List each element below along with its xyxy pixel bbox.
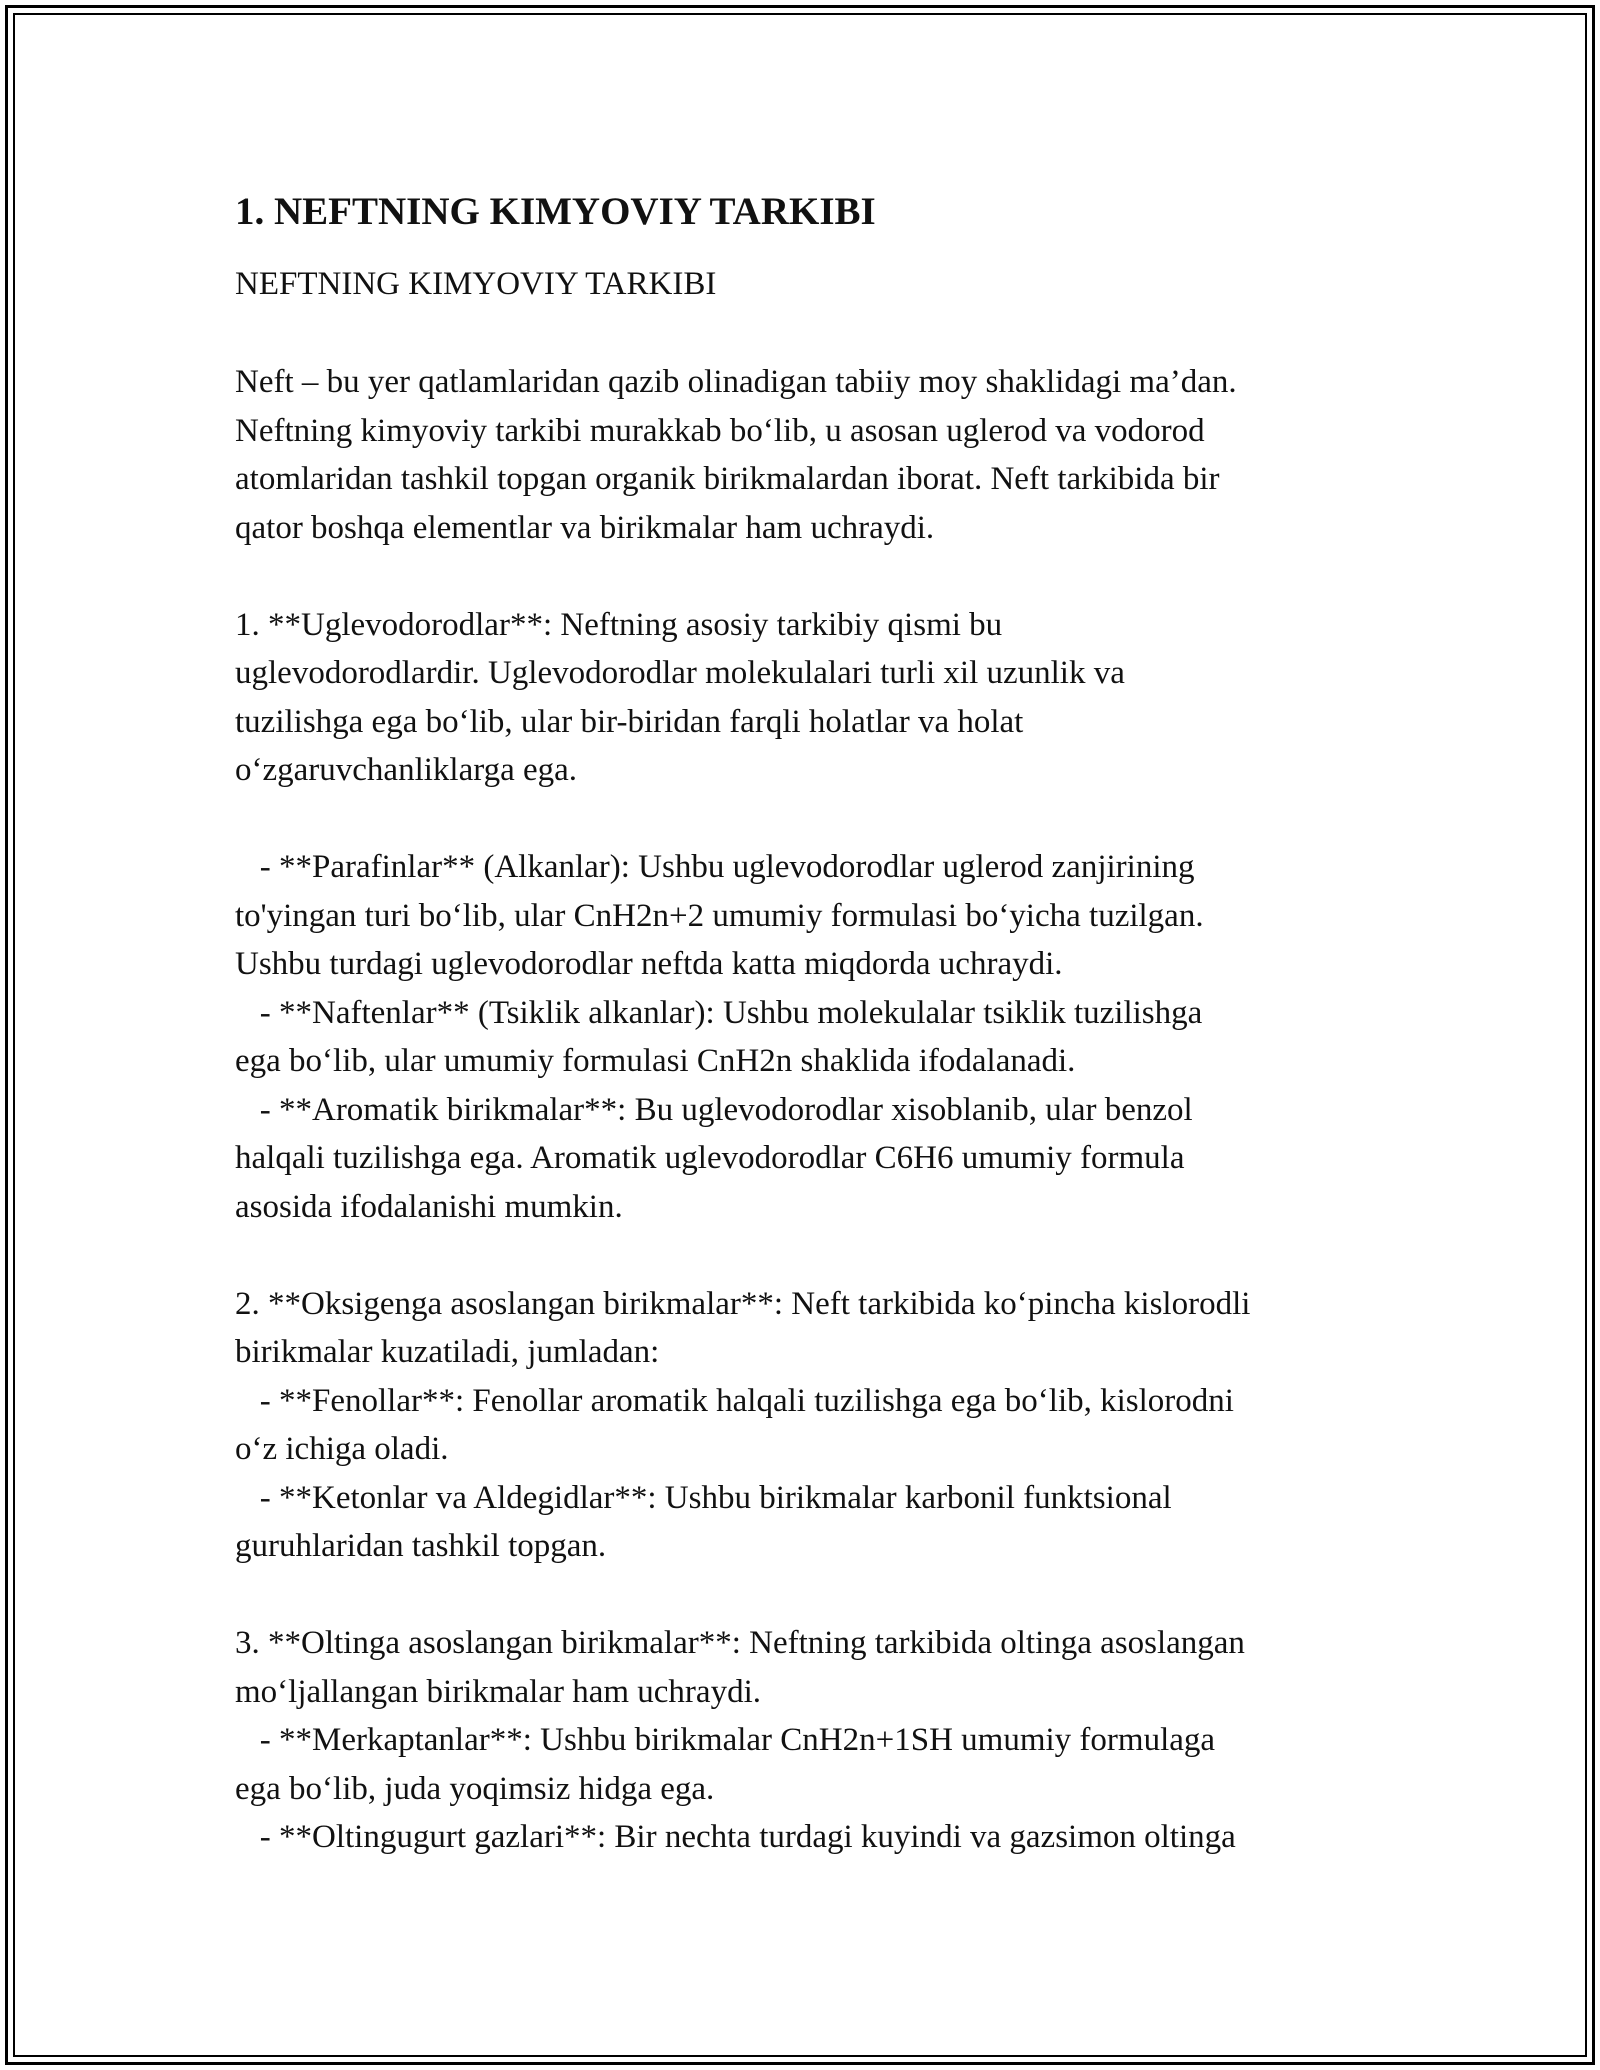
body-line: birikmalar kuzatiladi, jumladan:: [235, 1334, 660, 1370]
blank-line: [235, 552, 1385, 601]
body-line: o‘zgaruvchanliklarga ega.: [235, 752, 578, 788]
document-heading: 1. NEFTNING KIMYOVIY TARKIBI: [235, 190, 876, 233]
body-line: ega bo‘lib, ular umumiy formulasi CnH2n shaklida ifodalanadi.: [235, 1043, 1076, 1079]
blank-line: [235, 1231, 1385, 1280]
body-line: - **Naftenlar** (Tsiklik alkanlar): Ushbu molekulalar tsiklik tuzilishga: [235, 994, 1203, 1031]
body-line: 1. **Uglevodorodlar**: Neftning asosiy tarkibiy qismi bu: [235, 606, 1003, 643]
blank-line: [235, 1571, 1385, 1620]
body-line: Neftning kimyoviy tarkibi murakkab bo‘lib, u asosan uglerod va vodorod: [235, 412, 1205, 449]
blank-line: [235, 795, 1385, 844]
body-line: atomlaridan tashkil topgan organik birikmalardan iborat. Neft tarkibida bir: [235, 461, 1220, 497]
body-line: 2. **Oksigenga asoslangan birikmalar**: Neft tarkibida ko‘pincha kislorodli: [235, 1285, 1251, 1322]
body-line: 3. **Oltinga asoslangan birikmalar**: Neftning tarkibida oltinga asoslangan: [235, 1625, 1245, 1661]
body-line: - **Aromatik birikmalar**: Bu uglevodorodlar xisoblanib, ular benzol: [235, 1091, 1193, 1128]
body-line: to'yingan turi bo‘lib, ular CnH2n+2 umumiy formulasi bo‘yicha tuzilgan.: [235, 897, 1204, 934]
body-line: asosida ifodalanishi mumkin.: [235, 1188, 623, 1225]
body-line: Ushbu turdagi uglevodorodlar neftda katta miqdorda uchraydi.: [235, 946, 1063, 982]
body-line: qator boshqa elementlar va birikmalar ham uchraydi.: [235, 509, 935, 546]
document-subtitle: NEFTNING KIMYOVIY TARKIBI: [235, 266, 717, 302]
body-line: halqali tuzilishga ega. Aromatik uglevodorodlar C6H6 umumiy formula: [235, 1140, 1185, 1176]
body-line: guruhlaridan tashkil topgan.: [235, 1528, 607, 1564]
body-line: - **Oltingugurt gazlari**: Bir nechta turdagi kuyindi va gazsimon oltinga: [235, 1819, 1236, 1855]
body-line: - **Merkaptanlar**: Ushbu birikmalar CnH2n+1SH umumiy formulaga: [235, 1722, 1216, 1758]
body-line: - **Fenollar**: Fenollar aromatik halqali tuzilishga ega bo‘lib, kislorodni: [235, 1382, 1234, 1419]
document-body: [235, 358, 1385, 1862]
document-content: [235, 186, 1385, 1862]
body-line: uglevodorodlardir. Uglevodorodlar molekulalari turli xil uzunlik va: [235, 655, 1125, 691]
body-line: Neft – bu yer qatlamlaridan qazib olinadigan tabiiy moy shaklidagi ma’dan.: [235, 364, 1237, 400]
body-line: - **Ketonlar va Aldegidlar**: Ushbu birikmalar karbonil funktsional: [235, 1479, 1172, 1516]
body-line: - **Parafinlar** (Alkanlar): Ushbu uglevodorodlar uglerod zanjirining: [235, 849, 1195, 885]
body-line: mo‘ljallangan birikmalar ham uchraydi.: [235, 1673, 761, 1710]
body-line: o‘z ichiga oladi.: [235, 1431, 449, 1467]
body-line: ega bo‘lib, juda yoqimsiz hidga ega.: [235, 1770, 715, 1807]
body-line: tuzilishga ega bo‘lib, ular bir-biridan farqli holatlar va holat: [235, 703, 1024, 740]
